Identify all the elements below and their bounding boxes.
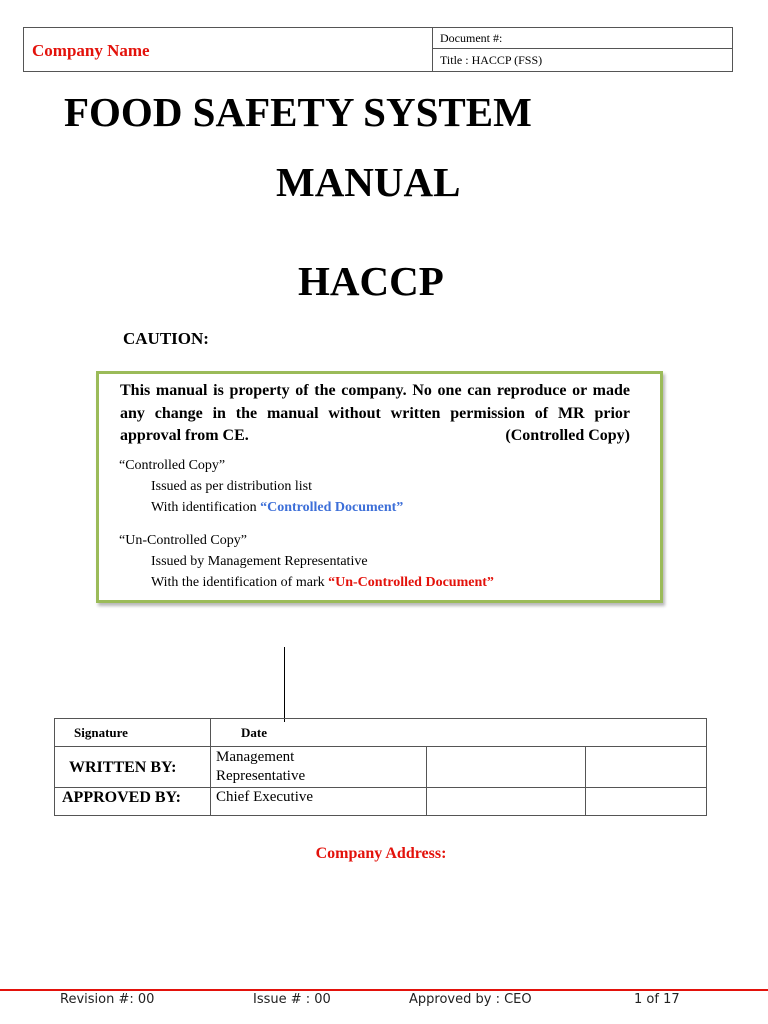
written-by-value-line2: Representative: [216, 768, 306, 784]
uncontrolled-document-mark: “Un-Controlled Document”: [328, 575, 494, 590]
divider-line: [284, 647, 285, 722]
written-by-value-line1: Management: [216, 749, 295, 765]
controlled-copy-line1: Issued as per distribution list: [151, 479, 312, 494]
header-company-cell: [24, 28, 433, 71]
caution-heading: CAUTION:: [123, 329, 209, 348]
caution-paragraph-text: This manual is property of the company. No one can reproduce or made any change in the manual without written permission of MR prior approval from CE.: [120, 382, 630, 444]
uncontrolled-copy-label: “Un-Controlled Copy”: [119, 533, 247, 548]
signature-header: Signature: [74, 725, 128, 740]
uncontrolled-copy-line2: [151, 575, 494, 591]
footer-issue: Issue # : 00: [253, 992, 331, 1007]
document-title-field: Title : HACCP (FSS): [440, 53, 543, 67]
footer-rule: [0, 989, 768, 991]
uncontrolled-copy-line1: Issued by Management Representative: [151, 554, 368, 569]
document-number: Document #:: [432, 28, 732, 49]
page-title-line3: HACCP: [298, 258, 444, 304]
signature-table: [54, 718, 707, 816]
date-header: Date: [241, 725, 267, 740]
table-row-divider: [55, 746, 706, 747]
footer-page-number: 1 of 17: [634, 992, 680, 1007]
table-col-divider: [585, 746, 586, 815]
table-col-divider: [210, 719, 211, 815]
approved-by-value: Chief Executive: [216, 789, 314, 805]
company-address: Company Address:: [315, 845, 447, 862]
footer-approved-by: Approved by : CEO: [409, 992, 532, 1007]
table-row-divider: [55, 787, 706, 788]
approved-by-label: APPROVED BY:: [62, 789, 181, 806]
company-name: Company Name: [32, 41, 150, 60]
caution-box: [96, 371, 663, 603]
caution-paragraph-tag: (Controlled Copy): [505, 427, 630, 444]
document-header: [23, 27, 733, 72]
controlled-copy-label: “Controlled Copy”: [119, 458, 226, 473]
controlled-copy-line2-prefix: With identification: [151, 500, 261, 515]
controlled-document-mark: “Controlled Document”: [260, 500, 404, 515]
footer-revision: Revision #: 00: [60, 992, 155, 1007]
caution-paragraph: [120, 380, 630, 448]
uncontrolled-copy-line2-prefix: With the identification of mark: [151, 575, 329, 590]
written-by-label: WRITTEN BY:: [69, 759, 177, 776]
page-title-line1: FOOD SAFETY SYSTEM: [64, 89, 532, 135]
page-title-line2: MANUAL: [276, 159, 461, 205]
controlled-copy-line2: [151, 500, 403, 516]
written-by-value: [216, 748, 305, 786]
table-col-divider: [426, 746, 427, 815]
